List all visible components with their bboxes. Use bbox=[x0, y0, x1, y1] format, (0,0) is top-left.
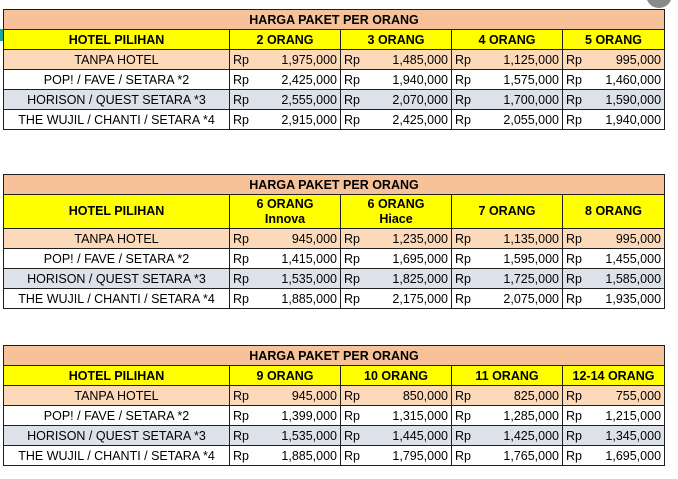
price-value: 1,455,000 bbox=[598, 249, 665, 269]
price-value: 2,555,000 bbox=[265, 90, 341, 110]
hotel-column-header: HOTEL PILIHAN bbox=[4, 366, 230, 386]
price-value: 1,135,000 bbox=[487, 229, 563, 249]
currency-label: Rp bbox=[452, 249, 487, 269]
price-value: 1,725,000 bbox=[487, 269, 563, 289]
price-value: 2,075,000 bbox=[487, 289, 563, 309]
price-value: 1,695,000 bbox=[598, 446, 665, 466]
hotel-column-header: HOTEL PILIHAN bbox=[4, 195, 230, 229]
price-value: 1,235,000 bbox=[376, 229, 452, 249]
currency-label: Rp bbox=[230, 386, 265, 406]
corner-decoration bbox=[646, 0, 672, 8]
table-row bbox=[4, 70, 665, 90]
group-size-label: 5 ORANG bbox=[585, 32, 642, 47]
table-row bbox=[4, 386, 665, 406]
currency-label: Rp bbox=[452, 289, 487, 309]
currency-label: Rp bbox=[452, 426, 487, 446]
table-row bbox=[4, 110, 665, 130]
hotel-name: THE WUJIL / CHANTI / SETARA *4 bbox=[4, 289, 230, 309]
price-value: 1,940,000 bbox=[598, 110, 665, 130]
price-table-3 bbox=[3, 345, 665, 466]
price-value: 1,445,000 bbox=[376, 426, 452, 446]
price-value: 2,055,000 bbox=[487, 110, 563, 130]
hotel-name: TANPA HOTEL bbox=[4, 229, 230, 249]
table-row bbox=[4, 426, 665, 446]
currency-label: Rp bbox=[563, 229, 598, 249]
hotel-name: POP! / FAVE / SETARA *2 bbox=[4, 70, 230, 90]
price-value: 945,000 bbox=[265, 229, 341, 249]
price-value: 1,585,000 bbox=[598, 269, 665, 289]
price-value: 1,940,000 bbox=[376, 70, 452, 90]
table-row bbox=[4, 229, 665, 249]
group-size-label: 6 ORANG bbox=[256, 196, 314, 211]
currency-label: Rp bbox=[230, 70, 265, 90]
table-title-row bbox=[4, 346, 665, 366]
hotel-name: HORISON / QUEST SETARA *3 bbox=[4, 90, 230, 110]
group-size-header bbox=[563, 195, 665, 229]
group-size-label: 9 ORANG bbox=[256, 368, 314, 383]
currency-label: Rp bbox=[563, 426, 598, 446]
currency-label: Rp bbox=[341, 90, 376, 110]
group-size-label: 4 ORANG bbox=[478, 32, 536, 47]
price-value: 825,000 bbox=[487, 386, 563, 406]
currency-label: Rp bbox=[341, 50, 376, 70]
group-size-label: 2 ORANG bbox=[256, 32, 314, 47]
price-value: 1,595,000 bbox=[487, 249, 563, 269]
table-header-row bbox=[4, 366, 665, 386]
currency-label: Rp bbox=[230, 50, 265, 70]
price-value: 1,285,000 bbox=[487, 406, 563, 426]
group-size-label: 11 ORANG bbox=[475, 368, 539, 383]
price-value: 1,535,000 bbox=[265, 269, 341, 289]
table-title: HARGA PAKET PER ORANG bbox=[4, 10, 665, 30]
currency-label: Rp bbox=[563, 70, 598, 90]
price-value: 1,885,000 bbox=[265, 289, 341, 309]
price-value: 1,315,000 bbox=[376, 406, 452, 426]
table-title: HARGA PAKET PER ORANG bbox=[4, 346, 665, 366]
table-title: HARGA PAKET PER ORANG bbox=[4, 175, 665, 195]
price-value: 1,825,000 bbox=[376, 269, 452, 289]
price-value: 995,000 bbox=[598, 50, 665, 70]
currency-label: Rp bbox=[230, 229, 265, 249]
hotel-name: TANPA HOTEL bbox=[4, 386, 230, 406]
price-value: 1,485,000 bbox=[376, 50, 452, 70]
group-size-header bbox=[230, 366, 341, 386]
currency-label: Rp bbox=[230, 426, 265, 446]
currency-label: Rp bbox=[563, 269, 598, 289]
table-header-row bbox=[4, 195, 665, 229]
table-row bbox=[4, 50, 665, 70]
group-size-label: 3 ORANG bbox=[367, 32, 425, 47]
group-size-label: 7 ORANG bbox=[478, 204, 536, 218]
hotel-column-header: HOTEL PILIHAN bbox=[4, 30, 230, 50]
group-size-header bbox=[341, 366, 452, 386]
currency-label: Rp bbox=[452, 446, 487, 466]
hotel-name: HORISON / QUEST SETARA *3 bbox=[4, 426, 230, 446]
currency-label: Rp bbox=[341, 289, 376, 309]
price-value: 1,345,000 bbox=[598, 426, 665, 446]
currency-label: Rp bbox=[341, 269, 376, 289]
group-size-header bbox=[452, 366, 563, 386]
price-value: 2,425,000 bbox=[265, 70, 341, 90]
group-size-header bbox=[563, 366, 665, 386]
group-size-header bbox=[230, 195, 341, 229]
price-value: 2,070,000 bbox=[376, 90, 452, 110]
price-value: 1,885,000 bbox=[265, 446, 341, 466]
group-size-header bbox=[452, 195, 563, 229]
currency-label: Rp bbox=[452, 269, 487, 289]
currency-label: Rp bbox=[452, 90, 487, 110]
price-value: 1,399,000 bbox=[265, 406, 341, 426]
group-size-label: 8 ORANG bbox=[585, 204, 642, 218]
table-row bbox=[4, 289, 665, 309]
price-value: 1,700,000 bbox=[487, 90, 563, 110]
table-row bbox=[4, 446, 665, 466]
hotel-name: POP! / FAVE / SETARA *2 bbox=[4, 406, 230, 426]
price-value: 1,590,000 bbox=[598, 90, 665, 110]
currency-label: Rp bbox=[230, 289, 265, 309]
currency-label: Rp bbox=[341, 386, 376, 406]
price-value: 1,695,000 bbox=[376, 249, 452, 269]
price-value: 1,795,000 bbox=[376, 446, 452, 466]
currency-label: Rp bbox=[563, 50, 598, 70]
hotel-name: TANPA HOTEL bbox=[4, 50, 230, 70]
price-value: 945,000 bbox=[265, 386, 341, 406]
group-size-header bbox=[341, 30, 452, 50]
price-value: 755,000 bbox=[598, 386, 665, 406]
currency-label: Rp bbox=[341, 406, 376, 426]
currency-label: Rp bbox=[230, 90, 265, 110]
price-table-1 bbox=[3, 9, 665, 130]
currency-label: Rp bbox=[230, 249, 265, 269]
currency-label: Rp bbox=[230, 110, 265, 130]
currency-label: Rp bbox=[452, 229, 487, 249]
currency-label: Rp bbox=[341, 70, 376, 90]
price-value: 2,425,000 bbox=[376, 110, 452, 130]
table-row bbox=[4, 249, 665, 269]
currency-label: Rp bbox=[563, 289, 598, 309]
group-size-header bbox=[563, 30, 665, 50]
currency-label: Rp bbox=[563, 110, 598, 130]
price-value: 1,765,000 bbox=[487, 446, 563, 466]
price-table-2 bbox=[3, 174, 665, 309]
currency-label: Rp bbox=[341, 110, 376, 130]
currency-label: Rp bbox=[341, 426, 376, 446]
hotel-name: HORISON / QUEST SETARA *3 bbox=[4, 269, 230, 289]
currency-label: Rp bbox=[341, 446, 376, 466]
currency-label: Rp bbox=[452, 50, 487, 70]
price-value: 2,175,000 bbox=[376, 289, 452, 309]
group-size-label: 10 ORANG bbox=[364, 368, 428, 383]
currency-label: Rp bbox=[452, 386, 487, 406]
price-value: 1,535,000 bbox=[265, 426, 341, 446]
table-title-row bbox=[4, 10, 665, 30]
currency-label: Rp bbox=[230, 269, 265, 289]
group-size-header bbox=[452, 30, 563, 50]
price-value: 1,425,000 bbox=[487, 426, 563, 446]
currency-label: Rp bbox=[341, 249, 376, 269]
price-value: 1,415,000 bbox=[265, 249, 341, 269]
vehicle-label: Hiace bbox=[379, 211, 413, 226]
currency-label: Rp bbox=[563, 249, 598, 269]
vehicle-label: Innova bbox=[264, 211, 306, 226]
table-row bbox=[4, 406, 665, 426]
price-value: 1,125,000 bbox=[487, 50, 563, 70]
hotel-name: THE WUJIL / CHANTI / SETARA *4 bbox=[4, 110, 230, 130]
price-value: 1,935,000 bbox=[598, 289, 665, 309]
group-size-label: 12-14 ORANG bbox=[572, 368, 655, 383]
currency-label: Rp bbox=[563, 446, 598, 466]
group-size-header bbox=[341, 195, 452, 229]
currency-label: Rp bbox=[563, 90, 598, 110]
currency-label: Rp bbox=[230, 446, 265, 466]
currency-label: Rp bbox=[563, 386, 598, 406]
currency-label: Rp bbox=[452, 110, 487, 130]
price-value: 995,000 bbox=[598, 229, 665, 249]
currency-label: Rp bbox=[563, 406, 598, 426]
currency-label: Rp bbox=[452, 406, 487, 426]
price-value: 2,915,000 bbox=[265, 110, 341, 130]
price-value: 1,215,000 bbox=[598, 406, 665, 426]
price-value: 1,575,000 bbox=[487, 70, 563, 90]
table-title-row bbox=[4, 175, 665, 195]
price-value: 1,460,000 bbox=[598, 70, 665, 90]
hotel-name: THE WUJIL / CHANTI / SETARA *4 bbox=[4, 446, 230, 466]
currency-label: Rp bbox=[452, 70, 487, 90]
hotel-name: POP! / FAVE / SETARA *2 bbox=[4, 249, 230, 269]
table-row bbox=[4, 90, 665, 110]
currency-label: Rp bbox=[341, 229, 376, 249]
group-size-label: 6 ORANG bbox=[367, 196, 425, 211]
table-header-row bbox=[4, 30, 665, 50]
currency-label: Rp bbox=[230, 406, 265, 426]
group-size-header bbox=[230, 30, 341, 50]
table-row bbox=[4, 269, 665, 289]
price-value: 850,000 bbox=[376, 386, 452, 406]
price-value: 1,975,000 bbox=[265, 50, 341, 70]
